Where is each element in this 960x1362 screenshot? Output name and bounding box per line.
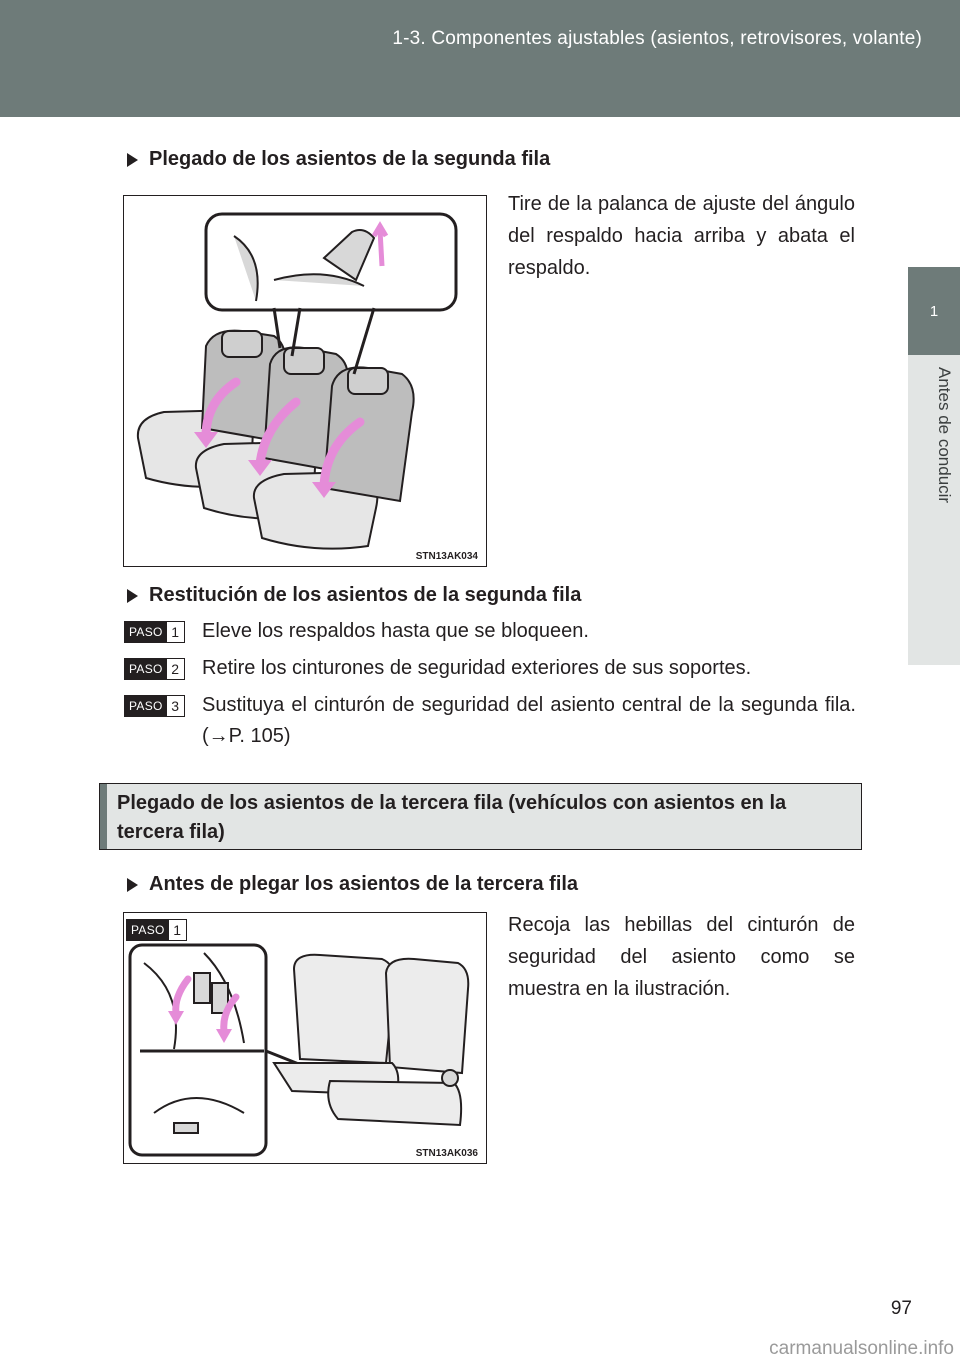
step-2 bbox=[124, 653, 856, 684]
step-badge: PASO 1 bbox=[124, 621, 185, 643]
figure-code: STN13AK036 bbox=[415, 1148, 478, 1159]
instruction-text: Recoja las hebillas del cinturón de seguridad del asiento como se muestra en la ilustración. bbox=[508, 914, 855, 1000]
watermark: carmanualsonline.info bbox=[769, 1338, 954, 1359]
bullet-icon bbox=[127, 589, 138, 603]
step-1 bbox=[124, 616, 856, 647]
step-text: Eleve los respaldos hasta que se bloqueen. bbox=[202, 620, 589, 642]
subsection-title: Plegado de los asientos de la tercera fila (vehículos con asientos en la tercera fila) bbox=[117, 792, 787, 843]
section-heading-fold-second-row: Plegado de los asientos de la segunda fila bbox=[127, 148, 550, 171]
section-heading-restore-second-row: Restitución de los asientos de la segunda fila bbox=[127, 584, 581, 607]
subsection-box bbox=[99, 783, 862, 850]
box-accent-bar bbox=[100, 784, 107, 849]
step-3 bbox=[124, 690, 856, 752]
buckle-stow-illustration bbox=[124, 913, 486, 1163]
chapter-tab-label: Antes de conducir bbox=[935, 367, 954, 504]
section-heading-before-fold-third-row: Antes de plegar los asientos de la tercera fila bbox=[127, 873, 578, 896]
step-badge: PASO 3 bbox=[124, 695, 185, 717]
chapter-tab-number: 1 bbox=[908, 267, 960, 355]
step-text: Sustituya el cinturón de seguridad del asiento central de la segunda fila. (→P. 105) bbox=[202, 694, 856, 747]
chapter-tab bbox=[908, 355, 960, 665]
step-badge: PASO 2 bbox=[124, 658, 185, 680]
header-title: 1-3. Componentes ajustables (asientos, retrovisores, volante) bbox=[392, 28, 922, 49]
figure-third-row-seats bbox=[123, 912, 487, 1164]
page-header bbox=[0, 0, 960, 117]
page-number: 97 bbox=[890, 1298, 912, 1319]
bullet-icon bbox=[127, 153, 138, 167]
step-text: Retire los cinturones de seguridad exteriores de sus soportes. bbox=[202, 657, 752, 679]
seat-fold-illustration bbox=[124, 196, 486, 566]
figure-second-row-seats bbox=[123, 195, 487, 567]
figure-code: STN13AK034 bbox=[415, 551, 478, 562]
bullet-icon bbox=[127, 878, 138, 892]
instruction-text: Tire de la palanca de ajuste del ángulo del respaldo hacia arriba y abata el respaldo. bbox=[508, 193, 855, 279]
figure-step-badge: PASO 1 bbox=[126, 919, 187, 941]
